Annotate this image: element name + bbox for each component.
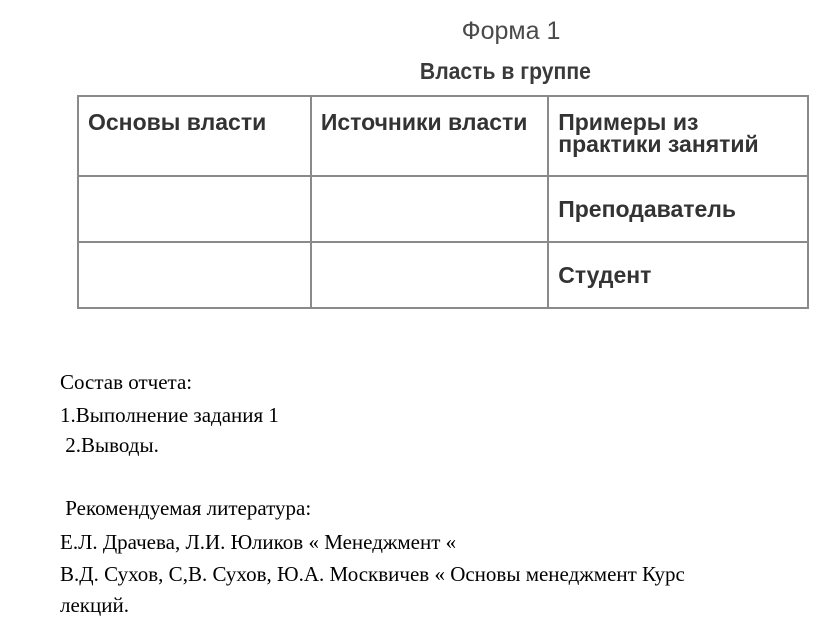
header-cell-bases: Основы власти [78, 96, 311, 176]
literature-entry: лекций. [60, 593, 129, 617]
literature-entry: Е.Л. Драчева, Л.И. Юликов « Менеджмент « [60, 530, 457, 554]
table-cell [311, 242, 548, 308]
table-cell: Студент [548, 242, 808, 308]
table-cell [311, 176, 548, 242]
power-table [77, 95, 809, 309]
table-cell [78, 176, 311, 242]
header-cell-examples: Примеры из практики занятий [548, 96, 808, 176]
form-figure [66, 0, 816, 362]
report-item: 2.Выводы. [60, 433, 159, 457]
report-item: 1.Выполнение задания 1 [60, 403, 279, 427]
report-heading: Состав отчета: [60, 370, 193, 394]
header-cell-sources: Источники власти [311, 96, 548, 176]
table-header-row [78, 96, 808, 176]
literature-heading: Рекомендуемая литература: [60, 496, 312, 520]
table-cell: Преподаватель [548, 176, 808, 242]
table-cell [78, 242, 311, 308]
form-title: Власть в группе [419, 58, 591, 84]
table-row [78, 176, 808, 242]
form-number-label: Форма 1 [461, 17, 561, 45]
literature-entry: В.Д. Сухов, С,В. Сухов, Ю.А. Москвичев « Основы менеджмент Курс [60, 562, 685, 586]
table-row [78, 242, 808, 308]
